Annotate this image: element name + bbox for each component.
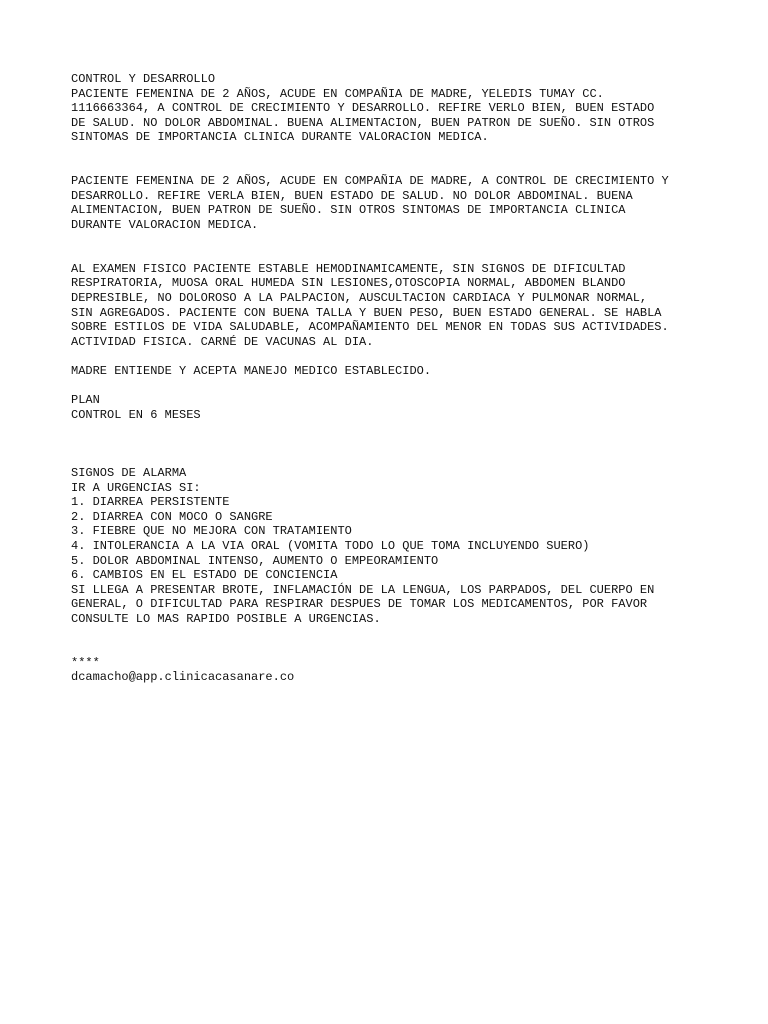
alarm-closing-line: GENERAL, O DIFICULTAD PARA RESPIRAR DESPUES DE TOMAR LOS MEDICAMENTOS, POR FAVOR: [71, 597, 648, 612]
exam-line: ACTIVIDAD FISICA. CARNÉ DE VACUNAS AL DIA.: [71, 334, 374, 349]
exam-line: SOBRE ESTILOS DE VIDA SALUDABLE, ACOMPAÑAMIENTO DEL MENOR EN TODAS SUS ACTIVIDADES.: [71, 320, 669, 335]
consent-statement: MADRE ENTIENDE Y ACEPTA MANEJO MEDICO ESTABLECIDO.: [71, 363, 432, 378]
clinical-note: [71, 72, 731, 685]
alarm-section: [71, 466, 731, 627]
footer-mark: ****: [71, 655, 100, 670]
intro-line: PACIENTE FEMENINA DE 2 AÑOS, ACUDE EN COMPAÑIA DE MADRE, YELEDIS TUMAY CC.: [71, 86, 604, 101]
alarm-item: 2. DIARREA CON MOCO O SANGRE: [71, 509, 273, 524]
spacer: [71, 422, 731, 466]
alarm-closing-line: SI LLEGA A PRESENTAR BROTE, INFLAMACIÓN DE LA LENGUA, LOS PARPADOS, DEL CUERPO EN: [71, 582, 655, 597]
intro-line: SINTOMAS DE IMPORTANCIA CLINICA DURANTE VALORACION MEDICA.: [71, 130, 489, 145]
summary-line: DESARROLLO. REFIRE VERLA BIEN, BUEN ESTADO DE SALUD. NO DOLOR ABDOMINAL. BUENA: [71, 188, 633, 203]
footer-section: [71, 656, 731, 685]
alarm-closing-line: CONSULTE LO MAS RAPIDO POSIBLE A URGENCIAS.: [71, 611, 381, 626]
summary-section: [71, 174, 731, 232]
spacer: [71, 349, 731, 364]
exam-line: AL EXAMEN FISICO PACIENTE ESTABLE HEMODINAMICAMENTE, SIN SIGNOS DE DIFICULTAD: [71, 261, 626, 276]
alarm-subheading: IR A URGENCIAS SI:: [71, 480, 201, 495]
intro-section: [71, 72, 731, 145]
alarm-item: 6. CAMBIOS EN EL ESTADO DE CONCIENCIA: [71, 568, 338, 583]
intro-line: 1116663364, A CONTROL DE CRECIMIENTO Y DESARROLLO. REFIRE VERLO BIEN, BUEN ESTADO: [71, 101, 655, 116]
spacer: [71, 145, 731, 174]
author-email: dcamacho@app.clinicacasanare.co: [71, 670, 295, 685]
exam-line: SIN AGREGADOS. PACIENTE CON BUENA TALLA Y BUEN PESO, BUEN ESTADO GENERAL. SE HABLA: [71, 305, 662, 320]
plan-heading: PLAN: [71, 393, 100, 408]
summary-line: ALIMENTACION, BUEN PATRON DE SUEÑO. SIN OTROS SINTOMAS DE IMPORTANCIA CLINICA: [71, 203, 626, 218]
summary-line: PACIENTE FEMENINA DE 2 AÑOS, ACUDE EN COMPAÑIA DE MADRE, A CONTROL DE CRECIMIENTO Y: [71, 174, 669, 189]
alarm-item: 5. DOLOR ABDOMINAL INTENSO, AUMENTO O EMPEORAMIENTO: [71, 553, 439, 568]
plan-text: CONTROL EN 6 MESES: [71, 407, 201, 422]
note-title: CONTROL Y DESARROLLO: [71, 72, 216, 86]
alarm-item: 4. INTOLERANCIA A LA VIA ORAL (VOMITA TODO LO QUE TOMA INCLUYENDO SUERO): [71, 539, 590, 554]
alarm-item: 1. DIARREA PERSISTENTE: [71, 495, 230, 510]
alarm-item: 3. FIEBRE QUE NO MEJORA CON TRATAMIENTO: [71, 524, 352, 539]
intro-line: DE SALUD. NO DOLOR ABDOMINAL. BUENA ALIMENTACION, BUEN PATRON DE SUEÑO. SIN OTROS: [71, 115, 655, 130]
spacer: [71, 378, 731, 393]
plan-section: [71, 393, 731, 422]
spacer: [71, 233, 731, 262]
summary-line: DURANTE VALORACION MEDICA.: [71, 217, 259, 232]
spacer: [71, 627, 731, 656]
alarm-heading: SIGNOS DE ALARMA: [71, 466, 187, 481]
exam-line: DEPRESIBLE, NO DOLOROSO A LA PALPACION, AUSCULTACION CARDIACA Y PULMONAR NORMAL,: [71, 290, 648, 305]
exam-section: [71, 262, 731, 350]
exam-line: RESPIRATORIA, MUOSA ORAL HUMEDA SIN LESIONES,OTOSCOPIA NORMAL, ABDOMEN BLANDO: [71, 276, 626, 291]
